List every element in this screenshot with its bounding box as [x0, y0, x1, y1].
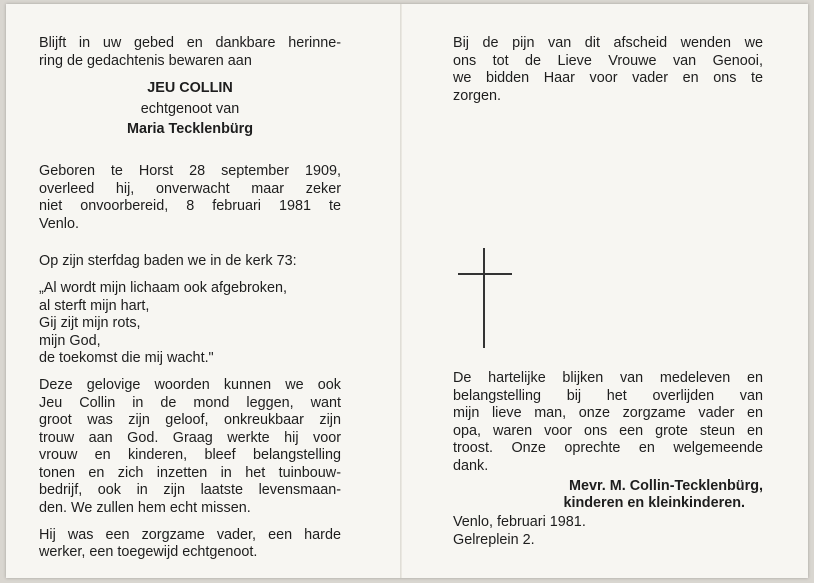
right-panel-prayer: [453, 35, 763, 105]
birth-line-3: niet onvoorbereid, 8 februari 1981 te: [39, 198, 341, 215]
place-date: Venlo, februari 1981.: [453, 514, 586, 530]
prayer-line-1: Bij de pijn van dit afscheid wenden we: [453, 35, 763, 51]
thanks-line-6: dank.: [453, 457, 489, 474]
thanks-line-3: mijn lieve man, onze zorgzame vader en: [453, 405, 763, 422]
cross-icon: [454, 248, 514, 348]
prayer-line-3: we bidden Haar voor vader en ons te: [453, 70, 763, 87]
sterfdag-line: Op zijn sterfdag baden we in de kerk 73:: [39, 253, 297, 270]
intro-line-1: Blijft in uw gebed en dankbare herinne-: [39, 35, 341, 51]
psalm-line-2: al sterft mijn hart,: [39, 297, 150, 314]
tribute-line-4: trouw aan God. Graag werkte hij voor: [39, 429, 341, 446]
tribute-line-8: den. We zullen hem echt missen.: [39, 500, 251, 517]
prayer-line-2: ons tot de Lieve Vrouwe van Genooi,: [453, 52, 763, 69]
cross-vertical-bar: [483, 248, 485, 348]
deceased-name: JEU COLLIN: [147, 80, 233, 97]
closing-line-2: werker, een toegewijd echtgenoot.: [39, 544, 258, 561]
tribute-line-6: tonen en zich inzetten in het tuinbouw-: [39, 464, 341, 481]
psalm-line-3: Gij zijt mijn rots,: [39, 315, 141, 332]
thanks-line-1: De hartelijke blijken van medeleven en: [453, 370, 763, 386]
birth-line-4: Venlo.: [39, 215, 80, 232]
birth-line-1: Geboren te Horst 28 september 1909,: [39, 162, 341, 179]
spouse-name: Maria Tecklenbürg: [126, 121, 254, 138]
signature-line-2: kinderen en kleinkinderen.: [563, 495, 745, 512]
spouse-label: echtgenoot van: [140, 100, 240, 117]
thanks-line-4: opa, waren voor ons een grote steun en: [453, 422, 763, 439]
intro-line-2: ring de gedachtenis bewaren aan: [39, 52, 252, 69]
right-panel-thanks: [453, 370, 763, 513]
thanks-line-2: belangstelling bij het overlijden van: [453, 387, 763, 404]
card-fold: [400, 4, 402, 578]
birth-line-2: overleed hij, onverwacht maar zeker: [39, 180, 341, 197]
tribute-line-1: Deze gelovige woorden kunnen we ook: [39, 376, 341, 393]
address: Gelreplein 2.: [453, 531, 535, 548]
thanks-line-5: troost. Onze oprechte en welgemeende: [453, 440, 763, 457]
psalm-line-5: de toekomst die mij wacht.": [39, 350, 214, 367]
tribute-line-5: vrouw en kinderen, bleef belangstelling: [39, 447, 341, 464]
cross-horizontal-bar: [458, 273, 512, 275]
tribute-line-3: groot was zijn geloof, onkreukbaar zijn: [39, 412, 341, 429]
tribute-line-7: bedrijf, ook in zijn laatste levensmaan-: [39, 482, 341, 499]
left-panel: [39, 35, 341, 562]
closing-line-1: Hij was een zorgzame vader, een harde: [39, 526, 341, 543]
prayer-line-4: zorgen.: [453, 87, 501, 104]
right-panel-closing: [453, 514, 586, 549]
signature-line-1: Mevr. M. Collin-Tecklenbürg,: [568, 477, 763, 494]
psalm-line-1: „Al wordt mijn lichaam ook afgebroken,: [39, 279, 287, 296]
psalm-line-4: mijn God,: [39, 332, 101, 349]
tribute-line-2: Jeu Collin in de mond leggen, want: [39, 394, 341, 411]
